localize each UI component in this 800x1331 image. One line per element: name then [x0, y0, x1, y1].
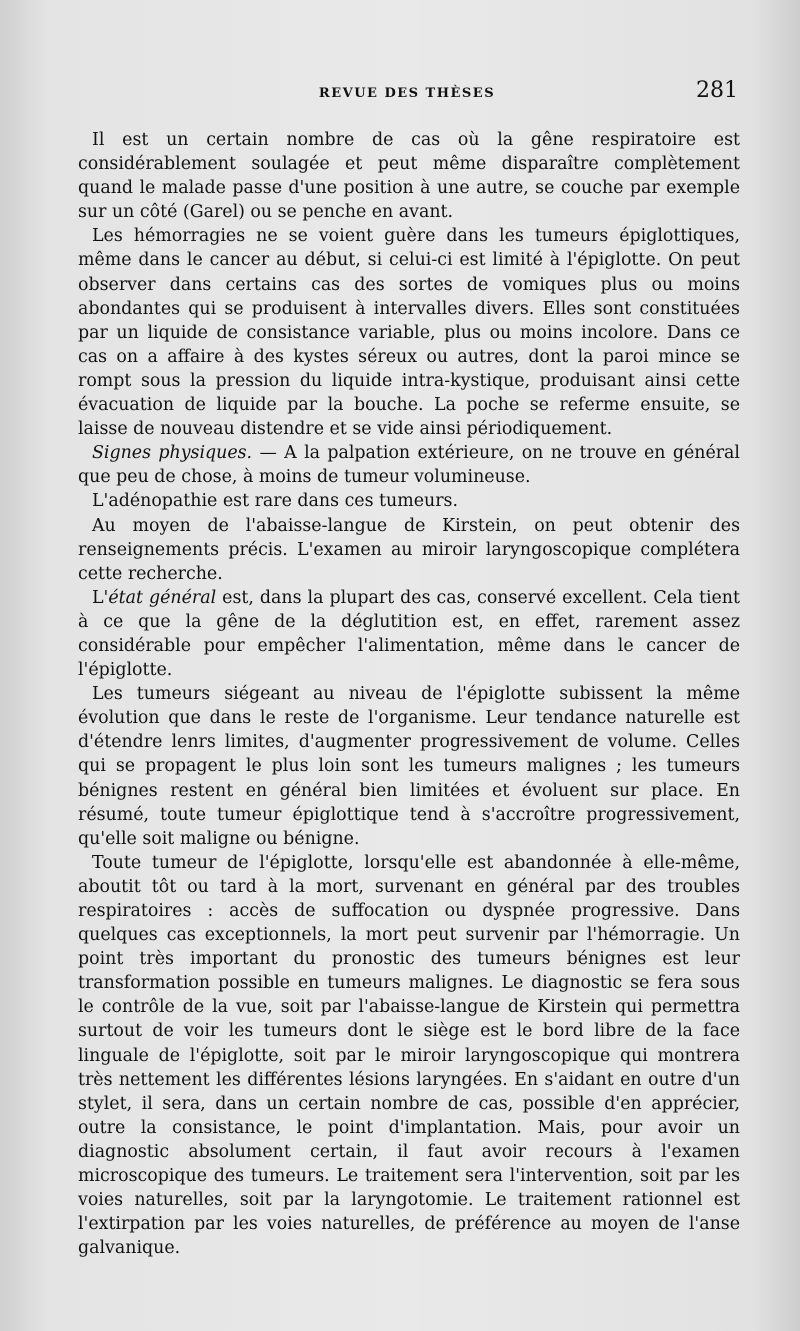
paragraph-text: Les hémorragies ne se voient guère dans les tumeurs épiglottiques, même dans le cancer au début, si celui-ci est limité à l'épiglotte. On peut observer dans certains cas des sortes de vomiques plus ou moins abondantes qui se produisent à intervalles divers. Elles sont constituées par un liquide de consistance variable, plus ou moins incolore. Dans ce cas on a affaire à des kystes séreux ou autres, dont la paroi mince se rompt sous la pression du liquide intra-kystique, produisant ainsi cette évacuation de liquide par la bouche. La poche se referme ensuite, se laisse de nouveau distendre et se vide ainsi périodiquement. — [78, 226, 740, 440]
paragraph-text: — A la palpation extérieure, on ne trouve en général que peu de chose, à moins de tumeur volumineuse. — [78, 443, 740, 488]
body-text — [78, 128, 740, 1260]
paragraph-text: Il est un certain nombre de cas où la gêne respiratoire est considérablement soulagée et peut même disparaître complètement quand le malade passe d'une position à une autre, se couche par exemple sur un côté (Garel) ou se penche en avant. — [78, 130, 740, 223]
paragraph-text: L'adénopathie est rare dans ces tumeurs. — [92, 491, 458, 512]
paragraph-1 — [78, 128, 740, 224]
running-header — [76, 78, 738, 108]
paragraph-text: Au moyen de l'abaisse-langue de Kirstein, on peut obtenir des renseignements précis. L'examen au miroir laryngoscopique complétera cette recherche. — [78, 515, 740, 584]
running-title: REVUE DES THÈSES — [318, 86, 496, 101]
paragraph-8 — [78, 851, 740, 1261]
paragraph-3 — [78, 441, 740, 489]
paragraph-2 — [78, 224, 740, 441]
paragraph-text: Les tumeurs siégeant au niveau de l'épiglotte subissent la même évolution que dans le reste de l'organisme. Leur tendance naturelle est d'étendre lenrs limites, d'augmenter progressivement de volume. Celles qui se propagent le plus loin sont les tumeurs malignes ; les tumeurs bénignes restent en général bien limitées et évoluent sur place. En résumé, toute tumeur épiglottique tend à s'accroître progressivement, qu'elle soit maligne ou bénigne. — [78, 684, 740, 849]
paragraph-text: est, dans la plupart des cas, conservé excellent. Cela tient à ce que la gêne de la déglutition est, en effet, rarement assez considérable pour empêcher l'alimentation, même dans le cancer de l'épiglotte. — [78, 587, 740, 681]
paragraph-4 — [78, 489, 740, 513]
paragraph-7 — [78, 682, 740, 851]
paragraph-6 — [78, 586, 740, 682]
page-number: 281 — [696, 78, 738, 103]
paragraph-5 — [78, 514, 740, 586]
section-heading-signes-physiques: Signes physiques. — [92, 443, 253, 464]
paragraph-prefix: L' — [92, 587, 109, 608]
paragraph-text: Toute tumeur de l'épiglotte, lorsqu'elle est abandonnée à elle-même, aboutit tôt ou tard à la mort, survenant en général par des troubles respiratoires : accès de suffocation ou dyspnée progressive. Dans quelques cas exceptionnels, la mort peut survenir par l'hémorragie. Un point très important du pronostic des tumeurs bénignes est leur transformation possible en tumeurs malignes. Le diagnostic se fera sous le contrôle de la vue, soit par l'abaisse-langue de Kirstein qui permettra surtout de voir les tumeurs dont le siège est le bord libre de la face linguale de l'épiglotte, soit par le miroir laryngoscopique qui montrera très nettement les différentes lésions laryngées. En s'aidant en outre d'un stylet, il sera, dans un certain nombre de cas, possible d'en apprécier, outre la consistance, le point d'implantation. Mais, pour avoir un diagnostic absolument certain, il faut avoir recours à l'examen microscopique des tumeurs. Le traitement sera l'intervention, soit par les voies naturelles, soit par la laryngotomie. Le traitement rationnel est l'extirpation par les voies naturelles, de préférence au moyen de l'anse galvanique. — [78, 852, 740, 1259]
emphasis-etat-general: état général — [108, 587, 217, 608]
